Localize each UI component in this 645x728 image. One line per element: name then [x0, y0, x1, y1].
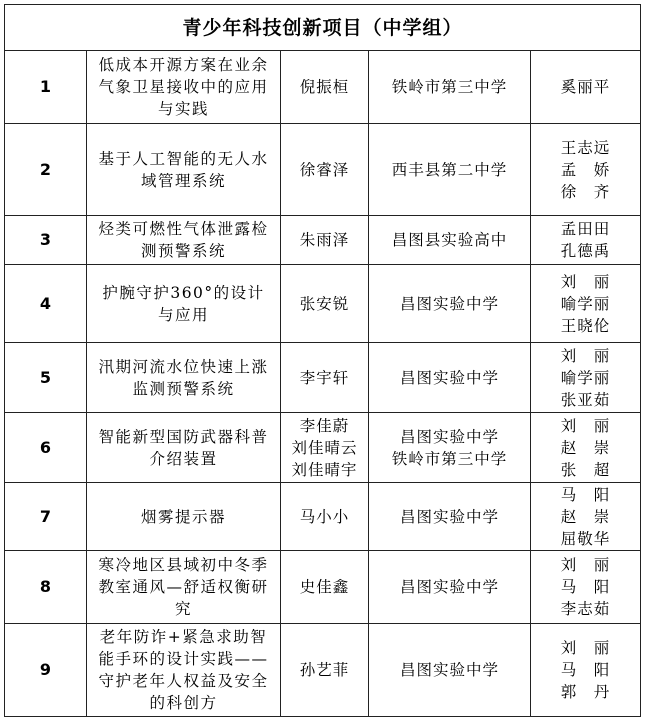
row-number: 5 — [5, 343, 87, 413]
author-name-entry: 张安锐 — [299, 294, 350, 313]
author-name — [281, 124, 369, 216]
teacher-name-entry: 张亚茹 — [560, 390, 611, 409]
school-name — [369, 413, 531, 483]
teacher-name-entry: 刘 丽 — [560, 416, 611, 435]
author-name-entry: 马小小 — [299, 507, 350, 526]
table-row — [5, 551, 641, 624]
school-name-entry: 铁岭市第三中学 — [391, 78, 508, 96]
author-name-entry: 刘佳晴云 — [291, 438, 358, 457]
author-name — [281, 624, 369, 717]
project-name: 烃类可燃性气体泄露检测预警系统 — [87, 216, 281, 265]
project-name: 汛期河流水位快速上涨监测预警系统 — [87, 343, 281, 413]
school-name — [369, 265, 531, 343]
author-name — [281, 551, 369, 624]
school-name-entry: 昌图实验中学 — [399, 578, 499, 596]
table-row — [5, 265, 641, 343]
author-name — [281, 51, 369, 124]
row-number: 4 — [5, 265, 87, 343]
author-name-entry: 李佳蔚 — [299, 416, 350, 435]
school-name-entry: 铁岭市第三中学 — [391, 449, 508, 468]
teacher-name-entry: 王志远 — [560, 138, 611, 157]
teacher-name-entry: 奚丽平 — [560, 78, 611, 96]
teacher-name-entry: 马 阳 — [560, 661, 611, 679]
school-name-entry: 昌图实验中学 — [399, 427, 499, 446]
table-row — [5, 51, 641, 124]
school-name-entry: 昌图实验中学 — [399, 368, 499, 387]
teacher-name-entry: 赵 崇 — [560, 438, 611, 457]
table-row — [5, 624, 641, 717]
author-name — [281, 343, 369, 413]
table-row — [5, 483, 641, 551]
school-name — [369, 551, 531, 624]
author-name — [281, 265, 369, 343]
teacher-name — [531, 216, 641, 265]
teacher-name-entry: 刘 丽 — [560, 556, 611, 574]
table-row — [5, 124, 641, 216]
teacher-name-entry: 马 阳 — [560, 578, 611, 596]
row-number: 2 — [5, 124, 87, 216]
school-name — [369, 624, 531, 717]
row-number: 3 — [5, 216, 87, 265]
teacher-name-entry: 李志茹 — [560, 600, 611, 618]
school-name — [369, 483, 531, 551]
author-name-entry: 孙艺菲 — [299, 661, 350, 679]
teacher-name — [531, 413, 641, 483]
teacher-name — [531, 343, 641, 413]
teacher-name — [531, 265, 641, 343]
teacher-name-entry: 刘 丽 — [560, 272, 611, 291]
school-name — [369, 51, 531, 124]
row-number: 8 — [5, 551, 87, 624]
school-name — [369, 124, 531, 216]
teacher-name — [531, 624, 641, 717]
teacher-name-entry: 孟田田 — [560, 220, 611, 238]
teacher-name-entry: 赵 崇 — [560, 507, 611, 526]
author-name-entry: 刘佳晴宇 — [291, 460, 358, 479]
row-number: 1 — [5, 51, 87, 124]
author-name — [281, 413, 369, 483]
author-name-entry: 朱雨泽 — [299, 231, 350, 249]
project-name: 智能新型国防武器科普介绍装置 — [87, 413, 281, 483]
row-number: 7 — [5, 483, 87, 551]
teacher-name — [531, 483, 641, 551]
teacher-name-entry: 屈敬华 — [560, 529, 611, 548]
teacher-name-entry: 喻学丽 — [560, 368, 611, 387]
author-name-entry: 李宇轩 — [299, 368, 350, 387]
project-name: 老年防诈+紧急求助智能手环的设计实践——守护老年人权益及安全的科创方 — [87, 624, 281, 717]
teacher-name-entry: 徐 齐 — [560, 182, 611, 201]
school-name-entry: 昌图实验中学 — [399, 661, 499, 679]
teacher-name-entry: 孟 娇 — [560, 160, 611, 179]
teacher-name — [531, 51, 641, 124]
table-row — [5, 413, 641, 483]
project-name: 寒冷地区县域初中冬季教室通风—舒适权衡研究 — [87, 551, 281, 624]
project-name: 护腕守护360°的设计与应用 — [87, 265, 281, 343]
teacher-name-entry: 喻学丽 — [560, 294, 611, 313]
school-name — [369, 216, 531, 265]
table-title: 青少年科技创新项目（中学组） — [5, 5, 641, 51]
teacher-name-entry: 张 超 — [560, 460, 611, 479]
school-name-entry: 昌图县实验高中 — [391, 231, 508, 249]
teacher-name — [531, 551, 641, 624]
school-name-entry: 昌图实验中学 — [399, 294, 499, 313]
teacher-name-entry: 刘 丽 — [560, 639, 611, 657]
school-name — [369, 343, 531, 413]
project-table — [4, 4, 641, 717]
table-row — [5, 216, 641, 265]
project-name: 基于人工智能的无人水域管理系统 — [87, 124, 281, 216]
school-name-entry: 昌图实验中学 — [399, 507, 499, 526]
row-number: 9 — [5, 624, 87, 717]
teacher-name-entry: 王晓伦 — [560, 316, 611, 335]
author-name — [281, 216, 369, 265]
teacher-name-entry: 马 阳 — [560, 485, 611, 504]
project-name: 烟雾提示器 — [87, 483, 281, 551]
author-name-entry: 倪振桓 — [299, 78, 350, 96]
teacher-name — [531, 124, 641, 216]
teacher-name-entry: 刘 丽 — [560, 346, 611, 365]
title-row — [5, 5, 641, 51]
author-name — [281, 483, 369, 551]
row-number: 6 — [5, 413, 87, 483]
teacher-name-entry: 郭 丹 — [560, 683, 611, 701]
teacher-name-entry: 孔德禹 — [560, 242, 611, 260]
school-name-entry: 西丰县第二中学 — [391, 160, 508, 179]
table-row — [5, 343, 641, 413]
author-name-entry: 徐睿泽 — [299, 160, 350, 179]
author-name-entry: 史佳鑫 — [299, 578, 350, 596]
project-name: 低成本开源方案在业余气象卫星接收中的应用与实践 — [87, 51, 281, 124]
